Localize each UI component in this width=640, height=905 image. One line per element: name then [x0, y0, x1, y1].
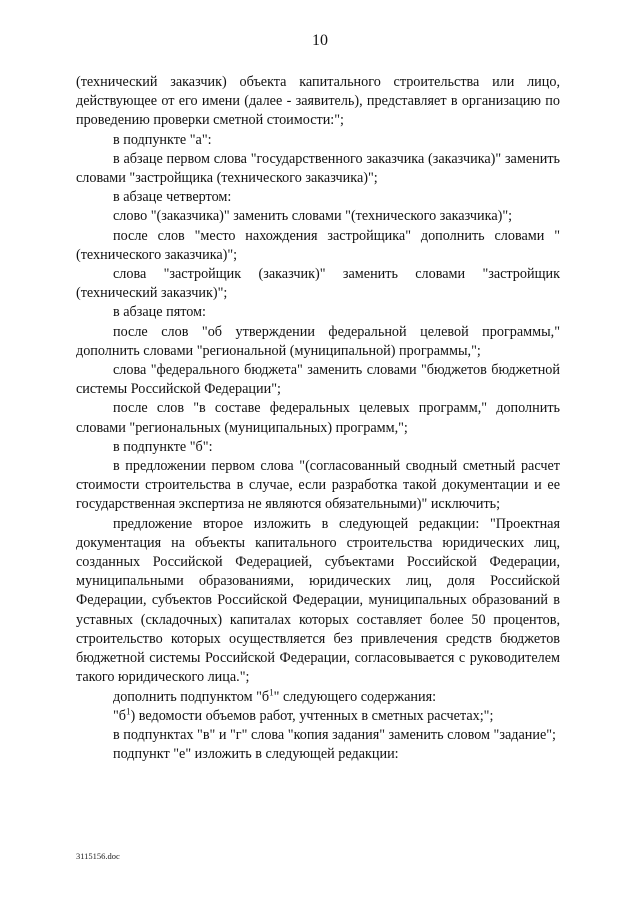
paragraph-subpoint-text	[76, 707, 560, 726]
page-number: 10	[312, 32, 328, 49]
paragraph: предложение второе изложить в следующей редакции: "Проектная документация на объекты капитального строительства юридических лиц, созданных Российской Федерацией, субъектами Российской Федерации, муниципальными образованиями, юридических лиц, доля Российской Федерации, субъектов Российской Федерации, муниципальных образований в уставных (складочных) капиталах которых составляет более 50 процентов, строительство которых осуществляется без привлечения средств бюджетов бюджетной системы Российской Федерации, согласовывается с руководителем такого юридического лица.";	[76, 515, 560, 686]
paragraph: в подпункте "б":	[113, 438, 213, 455]
paragraph: после слов "место нахождения застройщика" дополнить словами "(технического заказчика)";	[76, 227, 560, 263]
paragraph: после слов "об утверждении федеральной целевой программы," дополнить словами "региональной (муниципальной) программы,";	[76, 323, 560, 359]
paragraph-add-subpoint	[76, 688, 560, 707]
paragraph: в подпункте "а":	[113, 131, 212, 148]
paragraph: слова "федерального бюджета" заменить словами "бюджетов бюджетной системы Российской Федерации";	[76, 362, 560, 398]
text-segment: " следующего содержания:	[273, 688, 437, 705]
paragraph: слова "застройщик (заказчик)" заменить словами "застройщик (технический заказчик)";	[76, 266, 560, 302]
text-segment: дополнить подпунктом "б	[113, 688, 270, 705]
paragraph: после слов "в составе федеральных целевых программ," дополнить словами "региональных (муниципальных) программ,";	[76, 400, 560, 436]
superscript: 1	[126, 705, 131, 716]
document-filename: 3115156.doc	[76, 851, 120, 861]
paragraph: (технический заказчик) объекта капитального строительства или лицо, действующее от его имени (далее - заявитель), представляет в организацию по проведению проверки сметной стоимости:";	[76, 74, 560, 129]
paragraph: в подпунктах "в" и "г" слова "копия задания" заменить словом "задание";	[113, 726, 556, 743]
superscript: 1	[269, 686, 274, 697]
paragraph: в абзаце пятом:	[113, 304, 206, 321]
text-segment: ) ведомости объемов работ, учтенных в сметных расчетах;";	[130, 707, 494, 724]
paragraph: в предложении первом слова "(согласованный сводный сметный расчет стоимости строительства в случае, если разработка такой документации и ее государственная экспертиза не являются обязательными)" исключить;	[76, 458, 560, 513]
paragraph: подпункт "е" изложить в следующей редакции:	[113, 746, 399, 763]
document-body	[76, 73, 560, 764]
paragraph: в абзаце четвертом:	[113, 189, 232, 206]
paragraph: слово "(заказчика)" заменить словами "(технического заказчика)";	[113, 208, 513, 225]
text-segment: "б	[113, 707, 127, 724]
paragraph: в абзаце первом слова "государственного заказчика (заказчика)" заменить словами "застройщика (технического заказчика)";	[76, 150, 560, 187]
